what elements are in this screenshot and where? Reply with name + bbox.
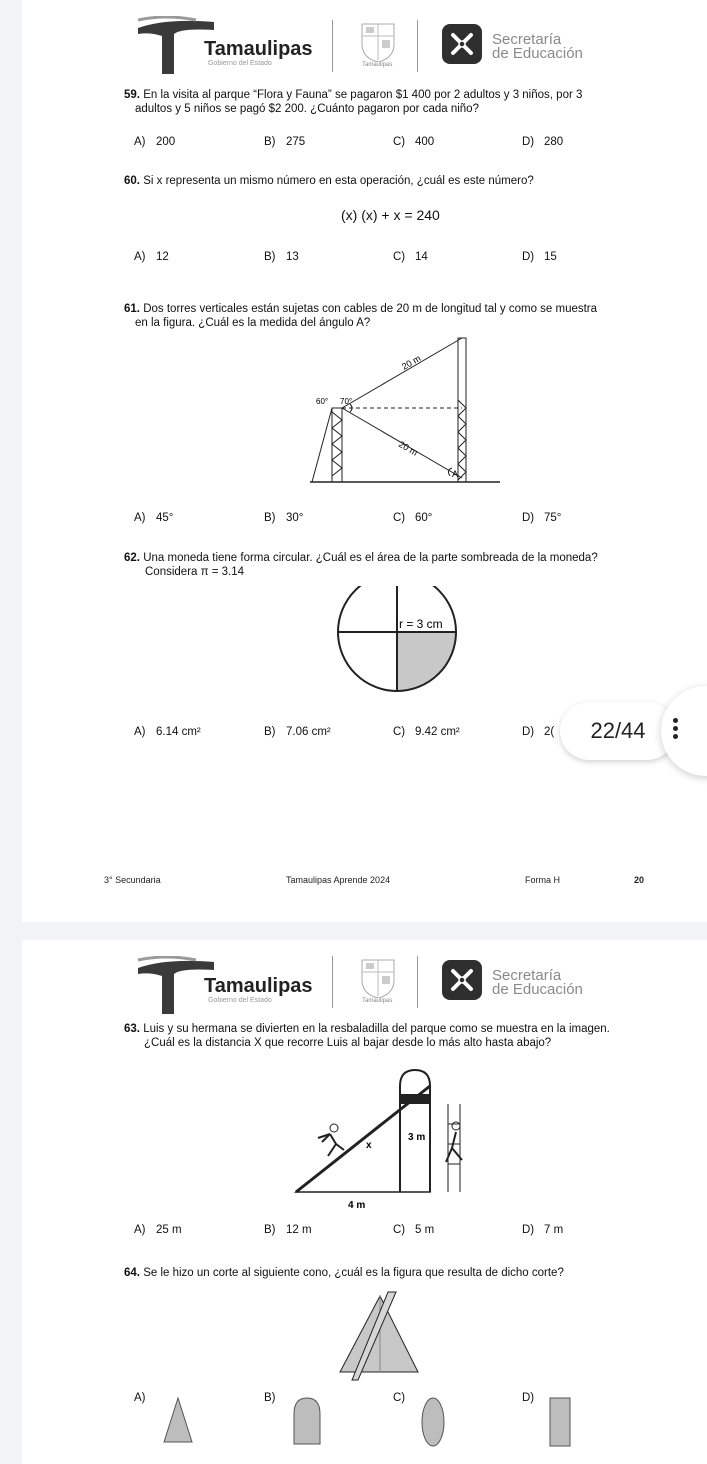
more-vert-icon: [673, 718, 683, 742]
option-a[interactable]: A): [134, 1392, 146, 1404]
footer-program: Tamaulipas Aprende 2024: [286, 875, 391, 885]
question-number: 64.: [124, 1267, 140, 1279]
secretaria-line2: de Educación: [492, 45, 583, 62]
option-d[interactable]: D) 75°: [522, 512, 562, 524]
secretaria-line2: de Educación: [492, 981, 583, 998]
brand-name: Tamaulipas: [204, 38, 313, 60]
question-59: [124, 88, 704, 102]
question-text: Dos torres verticales están sujetas con cables de 20 m de longitud tal y como se muestra: [143, 303, 598, 315]
question-number: 63.: [124, 1023, 140, 1035]
education-logo-icon: [442, 24, 482, 64]
option-c[interactable]: C) 5 m: [393, 1224, 435, 1236]
exam-page-21: [22, 940, 707, 1464]
footer-page-number: 20: [634, 875, 645, 885]
option-c[interactable]: C) 9.42 cm²: [393, 726, 460, 738]
question-61: [124, 302, 704, 316]
question-62: [124, 551, 704, 565]
option-a[interactable]: A) 25 m: [134, 1224, 182, 1236]
option-a[interactable]: A) 6.14 cm²: [134, 726, 201, 738]
header-divider: [332, 956, 333, 1008]
angle-70-label: 70°: [340, 397, 353, 406]
option-a[interactable]: A) 45°: [134, 512, 174, 524]
secretaria-line1: Secretaría: [492, 967, 562, 984]
question-63: [124, 1022, 704, 1036]
question-text: Si x representa un mismo número en esta operación, ¿cuál es este número?: [143, 175, 534, 187]
question-text: Luis y su hermana se divierten en la resbaladilla del parque como se muestra en la imagen.: [143, 1023, 610, 1035]
option-b[interactable]: B) 275: [264, 136, 306, 148]
ellipse-shape-icon: [420, 1396, 450, 1448]
option-b[interactable]: B): [264, 1392, 276, 1404]
option-b[interactable]: B) 12 m: [264, 1224, 312, 1236]
footer-grade: 3° Secundaria: [104, 875, 161, 885]
towers-figure: [282, 330, 502, 490]
question-62-line2: Considera π = 3.14: [145, 566, 245, 578]
cone-figure: [332, 1290, 422, 1386]
footer-form: Forma H: [525, 875, 561, 885]
option-d[interactable]: D) 2(: [522, 726, 555, 738]
option-d[interactable]: D): [522, 1392, 535, 1404]
option-c[interactable]: C): [393, 1392, 406, 1404]
option-b[interactable]: B) 30°: [264, 512, 304, 524]
exam-page-20: [22, 0, 707, 922]
option-c[interactable]: C) 60°: [393, 512, 433, 524]
question-60: [124, 174, 534, 188]
angle-60-label: 60°: [316, 397, 329, 406]
radius-label: r = 3 cm: [399, 617, 443, 631]
angle-a-label: A: [452, 469, 459, 479]
question-number: 61.: [124, 303, 140, 315]
height-label: 3 m: [408, 1132, 426, 1143]
seal-caption: Tamaulipas: [362, 62, 393, 68]
option-d[interactable]: D) 15: [522, 251, 557, 263]
option-c[interactable]: C) 400: [393, 136, 435, 148]
option-a[interactable]: A) 200: [134, 136, 176, 148]
question-text: Se le hizo un corte al siguiente cono, ¿cuál es la figura que resulta de dicho corte?: [143, 1267, 564, 1279]
option-d[interactable]: D) 280: [522, 136, 564, 148]
page-indicator[interactable]: 22/44: [560, 702, 676, 760]
hypotenuse-label: x: [366, 1140, 372, 1151]
header-divider: [332, 20, 333, 72]
brand-subtitle: Gobierno del Estado: [208, 997, 272, 1004]
question-63-line2: ¿Cuál es la distancia X que recorre Luis al bajar desde lo más alto hasta abajo?: [144, 1037, 552, 1049]
question-number: 59.: [124, 89, 140, 101]
header-divider: [417, 956, 418, 1008]
brand-name: Tamaulipas: [204, 975, 313, 997]
question-number: 60.: [124, 175, 140, 187]
question-59-line2: adultos y 5 niños se pagó $2 200. ¿Cuánto pagaron por cada niño?: [135, 103, 479, 115]
equation: (x) (x) + x = 240: [341, 207, 440, 223]
option-d[interactable]: D) 7 m: [522, 1224, 564, 1236]
option-b[interactable]: B) 7.06 cm²: [264, 726, 331, 738]
header-divider: [417, 20, 418, 72]
secretaria-line1: Secretaría: [492, 31, 562, 48]
question-64: [124, 1266, 564, 1280]
rectangle-shape-icon: [548, 1396, 574, 1450]
question-61-line2: en la figura. ¿Cuál es la medida del ángulo A?: [135, 317, 371, 329]
seal-caption: Tamaulipas: [362, 998, 393, 1004]
state-seal-icon: [360, 22, 396, 62]
triangle-shape-icon: [162, 1396, 194, 1444]
coin-figure: [335, 586, 459, 694]
base-label: 4 m: [348, 1200, 366, 1211]
slide-figure: [270, 1064, 490, 1212]
option-c[interactable]: C) 14: [393, 251, 428, 263]
education-logo-icon: [442, 960, 482, 1000]
state-seal-icon: [360, 958, 396, 998]
arch-shape-icon: [292, 1396, 324, 1446]
option-a[interactable]: A) 12: [134, 251, 169, 263]
cable-bottom-label: 20 m: [397, 439, 420, 458]
cable-top-label: 20 m: [400, 353, 423, 372]
brand-subtitle: Gobierno del Estado: [208, 60, 272, 67]
question-text: Una moneda tiene forma circular. ¿Cuál es el área de la parte sombreada de la moneda?: [143, 552, 598, 564]
question-number: 62.: [124, 552, 140, 564]
question-text: En la visita al parque “Flora y Fauna” se pagaron $1 400 por 2 adultos y 3 niños, por 3: [143, 89, 583, 101]
option-b[interactable]: B) 13: [264, 251, 299, 263]
